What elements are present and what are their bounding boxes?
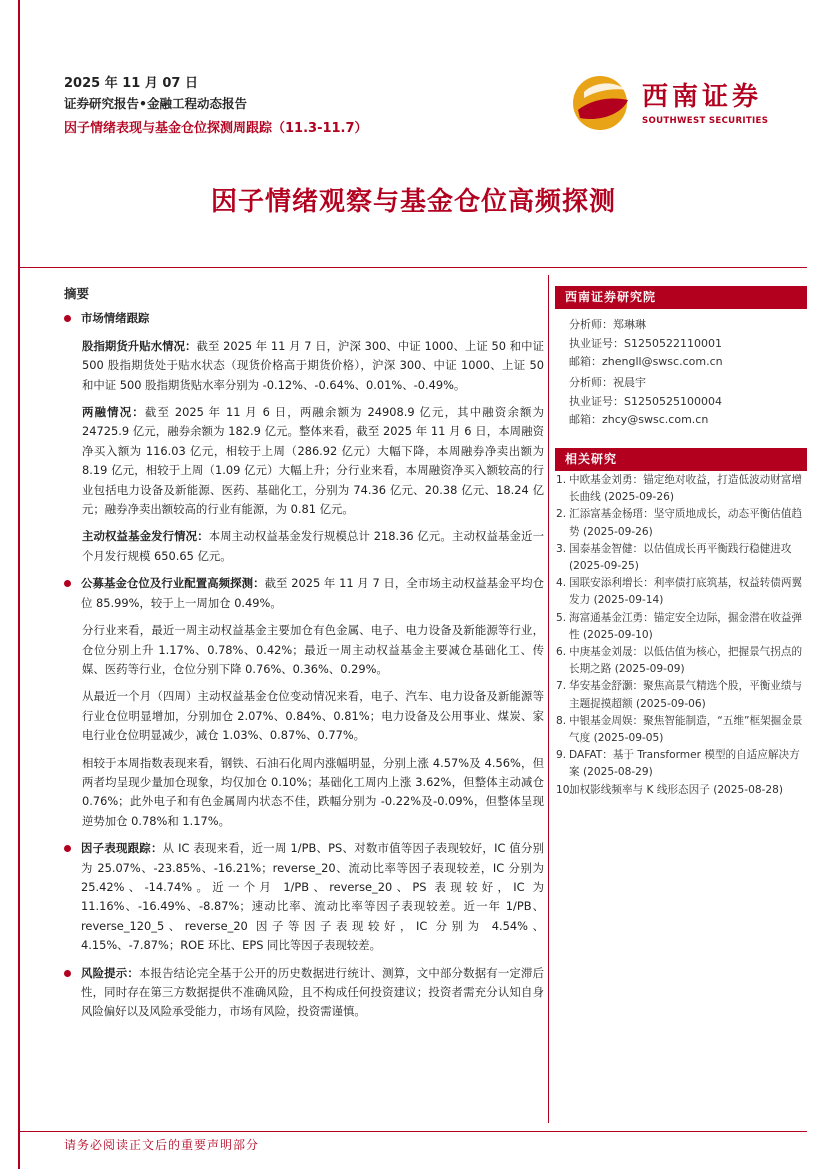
related-item-date: (2025-09-05)	[593, 732, 664, 745]
paragraph-industry-weekly: 分行业来看，最近一周主动权益基金主要加仓有色金属、电子、电力设备及新能源等行业，仓位分别上升 1.17%、0.78%、0.42%；最近一周主动权益基金主要减仓基础化工、传媒、医药等行业，仓位分别下降 0.76%、0.36%、0.29%。	[82, 623, 544, 676]
related-item-date: (2025-09-25)	[569, 560, 639, 573]
related-item[interactable]	[556, 541, 804, 575]
report-subtitle: 因子情绪表现与基金仓位探测周跟踪（11.3-11.7）	[64, 121, 368, 136]
related-item[interactable]	[556, 506, 804, 540]
paragraph-body: 截至 2025 年 11 月 7 日，沪深 300、中证 1000、上证 50 和中证 500 股指期货处于贴水状态（现货价格高于期货价格），沪深 300、中证 1000、上证 50 和中证 500 股指期货贴水率分别为 -0.12%、-0.64%、0.01%、-0.49%。	[82, 338, 544, 392]
related-item-number: 4.	[556, 577, 567, 590]
related-item[interactable]	[556, 575, 804, 609]
related-item-number: 1.	[556, 474, 567, 486]
related-item-number: 2.	[556, 508, 567, 521]
section-lead: 因子表现跟踪：	[81, 841, 163, 856]
related-item-date: (2025-09-26)	[582, 525, 653, 538]
paragraph-futures-basis	[82, 337, 544, 395]
section-body: 从 IC 表现来看，近一周 1/PB、PS、对数市值等因子表现较好，IC 值分别为 25.07%、-23.85%、-16.21%；reverse_20、流动比率等因子表现较差，IC 分别为 25.42%、-14.74%。近一个月 1/PB、reverse_20、PS 表现较好，IC 为 11.16%、-16.49%、-8.87%；速动比率、流动比率等因子表现较差。近一年 1/PB、reverse_120_5、reverse_20 因子等因子表现较好，IC 分别为 4.54%、4.15%、-7.87%；ROE 环比、EPS 同比等因子表现较差。	[81, 841, 544, 953]
institute-header: 西南证券研究院	[555, 286, 807, 309]
report-type: 证券研究报告•金融工程动态报告	[64, 96, 247, 111]
related-item-number: 9.	[556, 749, 567, 762]
related-item[interactable]	[556, 782, 804, 799]
related-item-title: 汇添富基金杨瑨：坚守质地成长，动态平衡估值趋势	[569, 508, 803, 538]
related-item[interactable]	[556, 472, 804, 506]
footer-divider	[20, 1131, 807, 1132]
section-lead: 风险提示：	[81, 965, 139, 980]
related-item-number: 3.	[556, 542, 567, 555]
left-edge-line	[18, 0, 20, 1169]
related-item-title: 中银基金周娱：聚焦智能制造，“五维”框架掘金景气度	[569, 714, 803, 745]
abstract-heading: 摘要	[64, 286, 90, 301]
paragraph-body: 截至 2025 年 11 月 6 日，两融余额为 24908.9 亿元，其中融资余额为 24725.9 亿元，融券余额为 182.9 亿元。整体来看，截至 2025 年 11 月 6 日，本周融资净买入额为 116.03 亿元，相较于上周（286.92 亿元）大幅下降，本周融券净卖出额为 8.19 亿元，相较于上周（1.09 亿元）大幅上升；分行业来看，本周融资净买入额较高的行业包括电力设备及新能源、医药、基础化工，分别为 74.36 亿元、20.38 亿元、18.24 亿元；融券净卖出额较高的行业有能源，为 0.81 亿元。	[82, 405, 544, 517]
related-item-number: 10.	[556, 783, 573, 796]
report-date: 2025 年 11 月 07 日	[64, 76, 198, 91]
paragraph-industry-monthly: 从最近一个月（四周）主动权益基金仓位变动情况来看，电子、汽车、电力设备及新能源等行业仓位明显增加，分别加仓 2.07%、0.84%、0.81%；电力设备及公用事业、煤炭、家电行业仓位明显减少，减仓 1.03%、0.87%、0.77%。	[82, 689, 544, 743]
related-item-text	[569, 678, 804, 712]
related-item-date: (2025-09-09)	[614, 663, 685, 676]
logo-emblem-icon	[570, 70, 634, 132]
related-research-header: 相关研究	[555, 448, 807, 471]
footer-disclaimer: 请务必阅读正文后的重要声明部分	[64, 1138, 260, 1152]
related-item-number: 5.	[556, 611, 567, 624]
paragraph-lead: 股指期货升贴水情况：	[82, 338, 197, 353]
company-logo	[568, 70, 778, 132]
analyst-name: 分析师：祝晨宇	[569, 376, 646, 389]
analyst-cert: 执业证号：S1250522110001	[569, 336, 722, 350]
analyst-block-1	[569, 316, 799, 372]
analyst-email[interactable]: 邮箱：zhcy@swsc.com.cn	[569, 413, 709, 426]
related-item-title: 华安基金舒灏：聚焦高景气精选个股，平衡业绩与主题捉摸超额	[569, 680, 803, 710]
section-market-sentiment	[64, 309, 544, 328]
related-research-list	[556, 472, 804, 799]
related-item-date: (2025-08-29)	[582, 766, 653, 779]
related-item-title: DAFAT：基于 Transformer 模型的自适应解决方案	[569, 749, 800, 779]
related-item-text	[569, 506, 804, 540]
related-item-text	[569, 610, 804, 644]
section-title: 市场情绪跟踪	[81, 311, 150, 326]
related-item-text	[569, 747, 804, 781]
column-divider	[548, 275, 549, 1123]
paragraph-margin-trading	[82, 403, 544, 519]
related-item-text	[569, 713, 804, 747]
related-item[interactable]	[556, 747, 804, 781]
related-item-title: 中欧基金刘勇：锚定绝对收益，打造低波动财富增长曲线	[569, 474, 803, 504]
related-item-date: (2025-09-14)	[593, 594, 664, 607]
title-divider	[20, 267, 807, 268]
related-item-text	[569, 541, 804, 575]
related-item-text	[569, 472, 804, 506]
analyst-name: 分析师：郑琳琳	[569, 318, 646, 331]
related-item-text	[569, 575, 804, 609]
related-item-number: 8.	[556, 714, 567, 727]
abstract-column	[64, 284, 544, 1030]
related-item-text	[569, 644, 804, 678]
bullet-icon	[64, 580, 71, 587]
section-risk-warning	[64, 964, 544, 1022]
related-item[interactable]	[556, 713, 804, 747]
paragraph-body: 本周主动权益基金发行规模总计 218.36 亿元。主动权益基金近一个月发行规模 650.65 亿元。	[82, 529, 544, 563]
paragraph-fund-issuance	[82, 527, 544, 566]
logo-name-en: SOUTHWEST SECURITIES	[642, 116, 769, 126]
related-item-number: 6.	[556, 646, 567, 659]
related-item-title: 加权影线频率与 K 线形态因子	[569, 783, 710, 796]
related-item[interactable]	[556, 610, 804, 644]
related-item-date: (2025-09-10)	[582, 628, 653, 641]
bullet-icon	[64, 845, 71, 852]
related-item-title: 海富通基金江勇：锚定安全边际，掘金潜在收益弹性	[569, 611, 803, 641]
related-item-number: 7.	[556, 680, 567, 693]
analyst-block-2	[569, 374, 799, 430]
section-fund-position	[64, 574, 544, 613]
section-body: 本报告结论完全基于公开的历史数据进行统计、测算，文中部分数据有一定滞后性，同时存在第三方数据提供不准确风险，且不构成任何投资建议；投资者需充分认知自身风险偏好以及风险承受能力，市场有风险，投资需谨慎。	[81, 965, 544, 1019]
paragraph-lead: 主动权益基金发行情况：	[82, 529, 209, 544]
analyst-email[interactable]: 邮箱：zhengll@swsc.com.cn	[569, 355, 723, 368]
related-item[interactable]	[556, 644, 804, 678]
section-factor-tracking	[64, 839, 544, 955]
paragraph-index-comparison: 相较于本周指数表现来看，钢铁、石油石化周内涨幅明显，分别上涨 4.57%及 4.56%，但两者均呈现少量加仓现象，均仅加仓 0.10%；基础化工周内上涨 3.62%，但整体主动减仓 0.76%；此外电子和有色金属周内状态不佳，跌幅分别为 -0.22%及-0.09%，但整体呈现逆势加仓 0.78%和 1.17%。	[82, 755, 544, 828]
analyst-cert: 执业证号：S1250525100004	[569, 394, 722, 408]
bullet-icon	[64, 315, 71, 322]
related-item-title: 国泰基金智健：以估值成长再平衡践行稳健进攻	[569, 542, 792, 555]
related-item-title: 国联安添利增长：利率债打底筑基，权益转债两翼发力	[569, 577, 803, 607]
section-lead: 公募基金仓位及行业配置高频探测：	[81, 576, 265, 591]
related-item-date: (2025-08-28)	[713, 783, 784, 796]
page-title: 因子情绪观察与基金仓位高频探测	[210, 187, 616, 217]
related-item-title: 中庚基金刘晟：以低估值为核心，把握景气拐点的长期之路	[569, 646, 803, 676]
related-item-date: (2025-09-06)	[635, 697, 706, 710]
logo-name-cn: 西南证券	[642, 82, 763, 112]
related-item[interactable]	[556, 678, 804, 712]
bullet-icon	[64, 970, 71, 977]
paragraph-lead: 两融情况：	[82, 405, 145, 420]
related-item-date: (2025-09-26)	[604, 491, 674, 504]
section-body: 截至 2025 年 11 月 7 日，全市场主动权益基金平均仓位 85.99%，较于上一周加仓 0.49%。	[81, 576, 544, 610]
related-item-text	[569, 782, 804, 799]
